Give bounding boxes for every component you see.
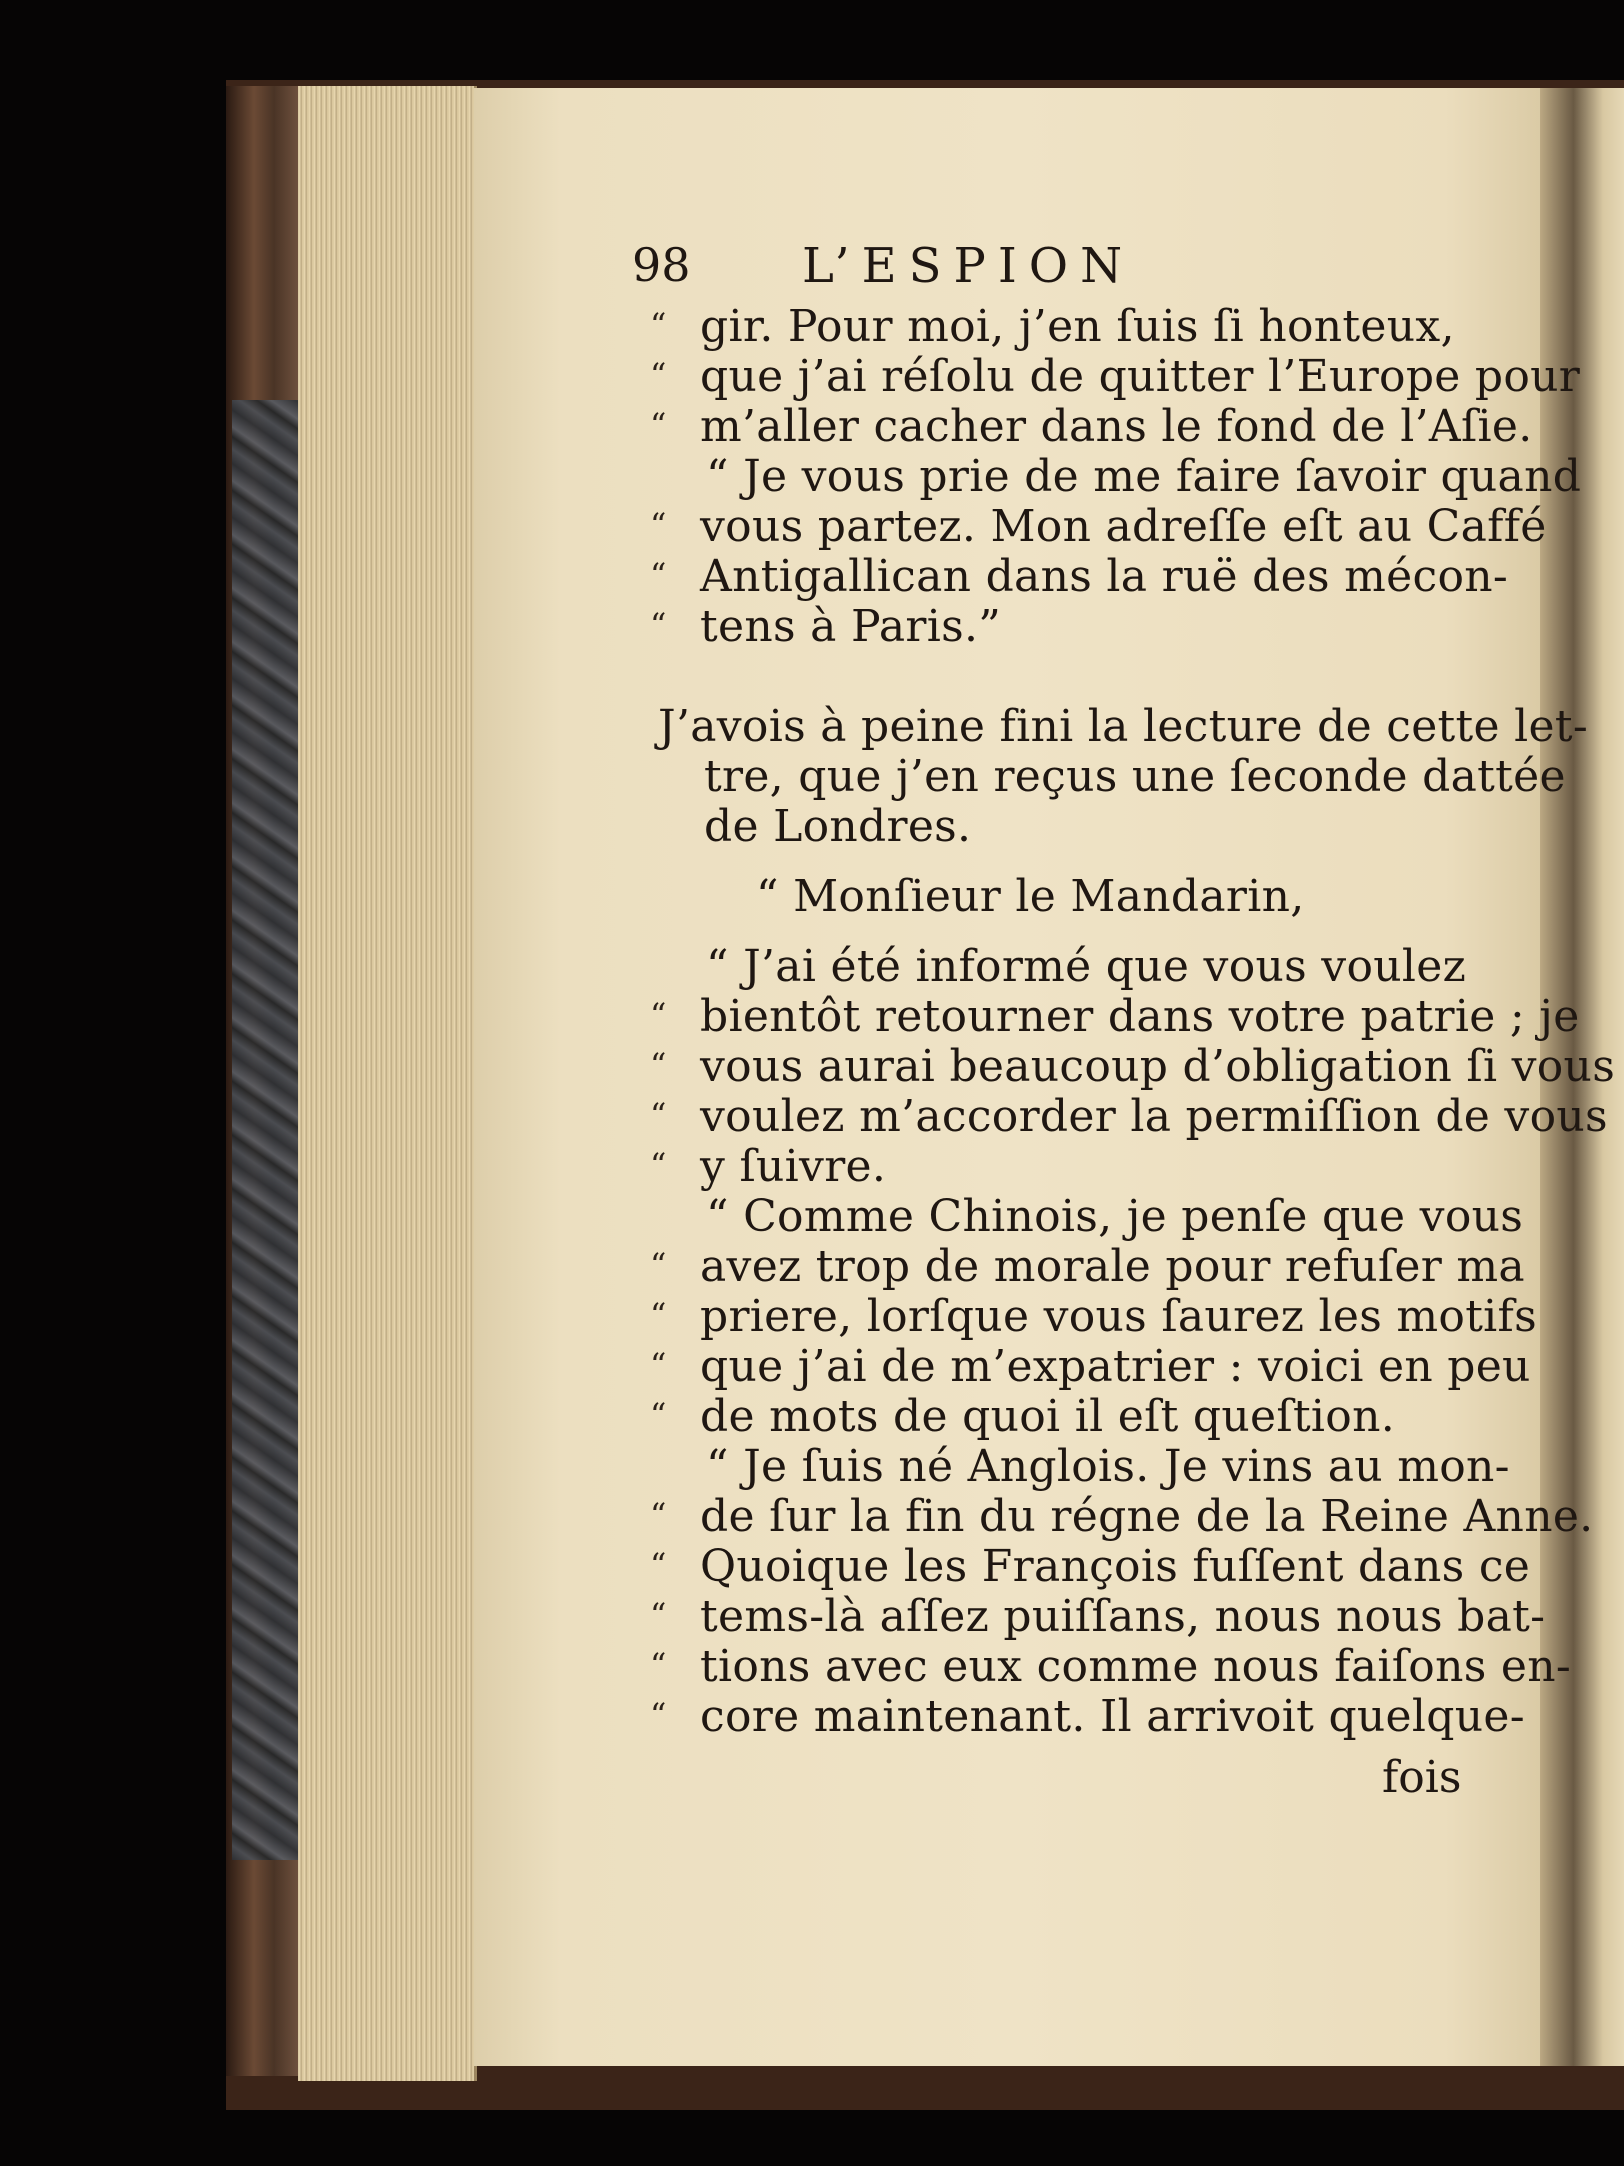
text-line: bientôt retourner dans votre patrie ; je	[700, 991, 1580, 1042]
quote-mark: “	[650, 996, 667, 1034]
quote-mark: “	[650, 1046, 667, 1084]
quote-mark: “	[650, 506, 667, 544]
text-line: tions avec eux comme nous faiſons en-	[700, 1641, 1572, 1692]
text-line: Quoique les François fuſſent dans ce	[700, 1541, 1531, 1592]
text-line: vous partez. Mon adreſſe eſt au Caffé	[700, 501, 1547, 552]
text-line: Antigallican dans la ruë des mécon-	[700, 551, 1509, 602]
quote-mark: “	[650, 406, 667, 444]
text-line: y ſuivre.	[700, 1141, 887, 1192]
text-line: J’avois à peine fini la lecture de cette let-	[658, 701, 1589, 752]
text-line: voulez m’accorder la permiſſion de vous	[700, 1091, 1608, 1142]
page-number: 98	[632, 238, 691, 292]
text-line: de ſur la fin du régne de la Reine Anne.	[700, 1491, 1594, 1542]
quote-mark: “	[650, 1646, 667, 1684]
quote-mark: “	[650, 556, 667, 594]
text-line: avez trop de morale pour refuſer ma	[700, 1241, 1525, 1292]
quote-mark: “	[650, 1696, 667, 1734]
text-line: gir. Pour moi, j’en ſuis ſi honteux,	[700, 301, 1455, 352]
quote-mark: “	[650, 1596, 667, 1634]
text-line: tems-là aſſez puiſſans, nous nous bat-	[700, 1591, 1546, 1642]
text-line: m’aller cacher dans le fond de l’Aſie.	[700, 401, 1533, 452]
quote-mark: “	[650, 1096, 667, 1134]
text-line: “ Je ſuis né Anglois. Je vins au mon-	[706, 1441, 1510, 1492]
quote-mark: “	[650, 356, 667, 394]
quote-mark: “	[650, 1346, 667, 1384]
text-line: de mots de quoi il eſt queſtion.	[700, 1391, 1396, 1442]
text-line: priere, lorſque vous ſaurez les motifs	[700, 1291, 1538, 1342]
text-line: “ Monſieur le Mandarin,	[756, 871, 1305, 922]
quote-mark: “	[650, 1296, 667, 1334]
text-line: vous aurai beaucoup d’obligation ſi vous	[700, 1041, 1616, 1092]
quote-mark: “	[650, 1496, 667, 1534]
text-line: “ Comme Chinois, je penſe que vous	[706, 1191, 1524, 1242]
quote-mark: “	[650, 1246, 667, 1284]
quote-mark: “	[650, 1146, 667, 1184]
running-title: L’ESPION	[802, 238, 1135, 294]
text-line: tre, que j’en reçus une ſeconde dattée	[704, 751, 1566, 802]
text-line: que j’ai réſolu de quitter l’Europe pour	[700, 351, 1581, 402]
catchword: fois	[1382, 1752, 1462, 1803]
quote-mark: “	[650, 606, 667, 644]
text-line: “ Je vous prie de me faire ſavoir quand	[706, 451, 1582, 502]
quote-mark: “	[650, 306, 667, 344]
text-line: tens à Paris.”	[700, 601, 1002, 652]
text-line: de Londres.	[704, 801, 972, 852]
quote-mark: “	[650, 1546, 667, 1584]
text-line: “ J’ai été informé que vous voulez	[706, 941, 1467, 992]
text-line: que j’ai de m’expatrier : voici en peu	[700, 1341, 1531, 1392]
quote-mark: “	[650, 1396, 667, 1434]
text-line: core maintenant. Il arrivoit quelque-	[700, 1691, 1525, 1742]
